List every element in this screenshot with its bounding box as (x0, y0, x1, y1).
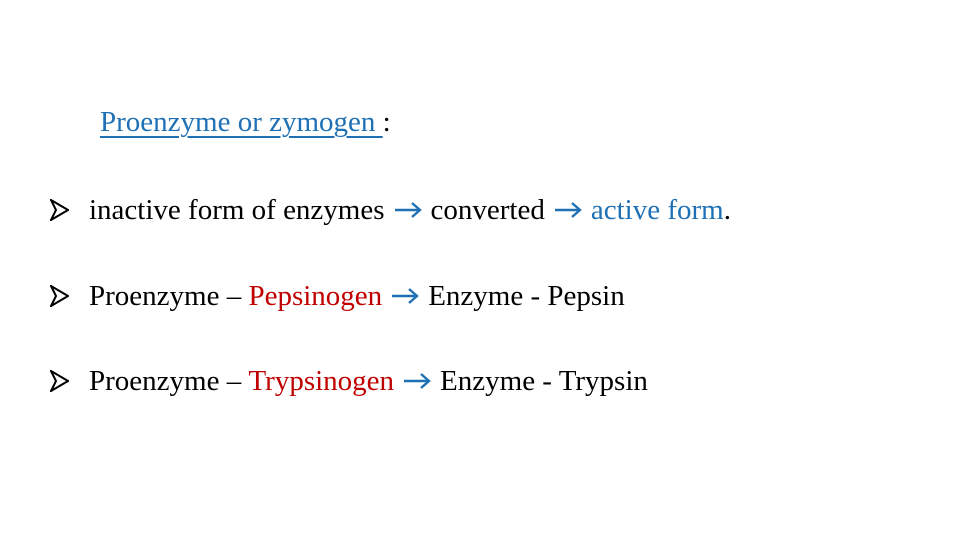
slide-title-colon: : (382, 106, 391, 138)
right-arrow-icon (393, 201, 423, 219)
arrowhead-bullet-icon (50, 370, 69, 392)
bullet-item-1 (50, 192, 731, 228)
bullet-item-3 (50, 363, 648, 399)
slide-title-text: Proenzyme or zymogen (100, 106, 383, 138)
bullet-1-text-a: inactive form of enzymes (89, 194, 385, 226)
bullet-2-text-a: Proenzyme – (89, 280, 249, 312)
bullet-2-highlight: Pepsinogen (248, 280, 383, 312)
bullet-1-text-b: converted (430, 194, 545, 226)
bullet-2-text-b: Enzyme - Pepsin (428, 280, 625, 312)
right-arrow-icon (402, 372, 432, 390)
bullet-1-highlight: active form (590, 194, 724, 226)
right-arrow-icon (553, 201, 583, 219)
arrowhead-bullet-icon (50, 199, 69, 221)
bullet-3-text-b: Enzyme - Trypsin (440, 365, 648, 397)
bullet-3-text-a: Proenzyme – (89, 365, 249, 397)
bullet-item-2 (50, 278, 625, 314)
arrowhead-bullet-icon (50, 285, 69, 307)
bullet-1-period: . (723, 194, 731, 226)
right-arrow-icon (390, 287, 420, 305)
bullet-3-highlight: Trypsinogen (248, 365, 395, 397)
slide-title (100, 104, 391, 140)
